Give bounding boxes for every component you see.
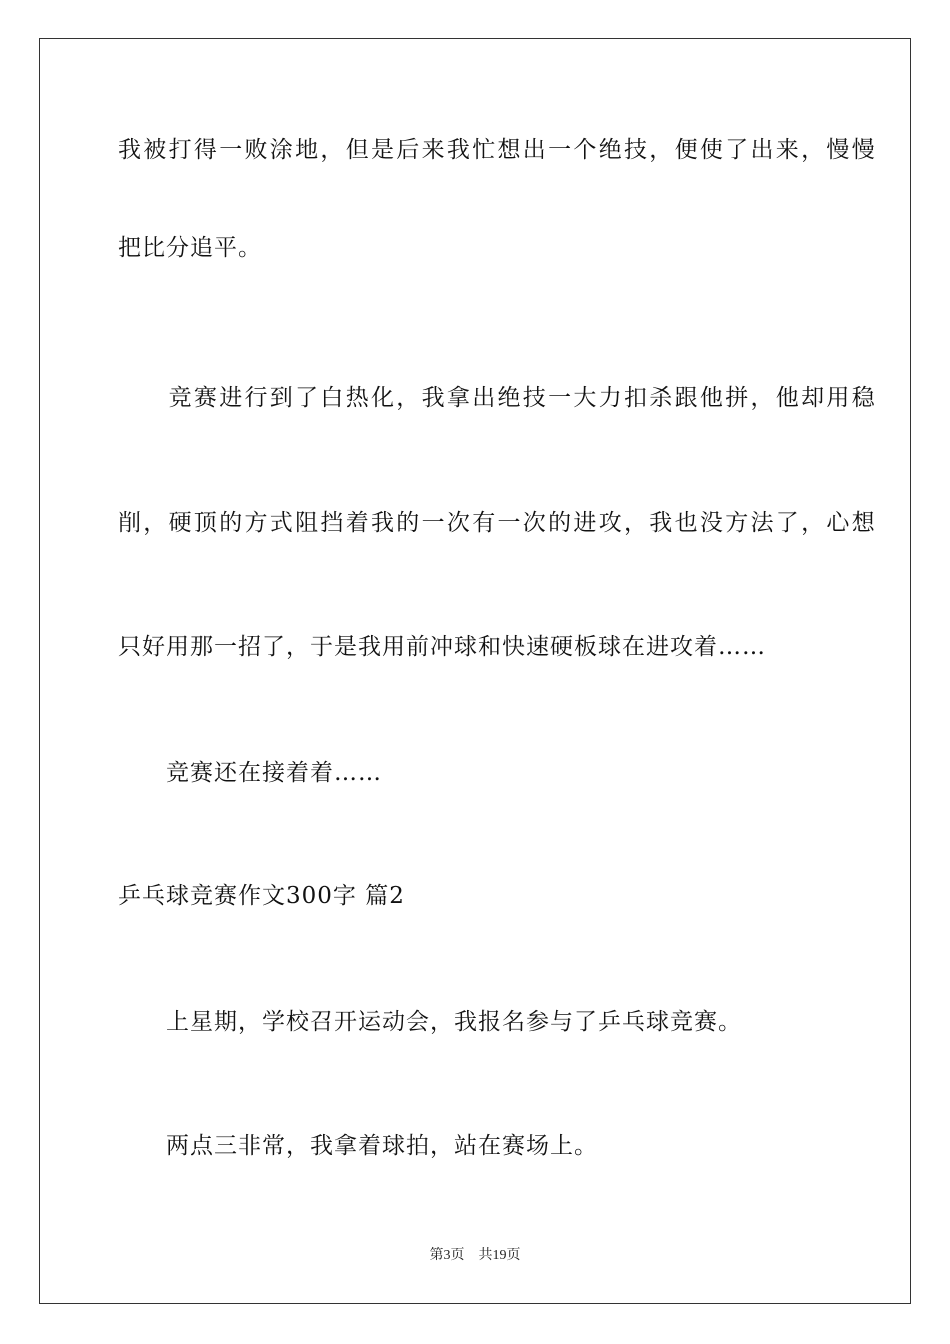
paragraph-line: 我被打得一败涂地，但是后来我忙想出一个绝技，便使了出来，慢慢 <box>118 137 877 163</box>
page-border <box>39 38 911 1304</box>
section-heading: 乒乓球竞赛作文300字 篇2 <box>118 883 405 909</box>
paragraph-line: 竞赛还在接着着…… <box>118 760 382 786</box>
page-total: 共19页 <box>478 1248 521 1263</box>
page-footer <box>0 1246 950 1266</box>
paragraph-line: 削，硬顶的方式阻挡着我的一次有一次的进攻，我也没方法了，心想 <box>118 510 877 536</box>
paragraph-line: 上星期，学校召开运动会，我报名参与了乒乓球竞赛。 <box>118 1009 742 1035</box>
page-number: 第3页 <box>429 1248 465 1263</box>
paragraph-line: 竞赛进行到了白热化，我拿出绝技一大力扣杀跟他拼，他却用稳 <box>118 385 877 411</box>
paragraph-line: 只好用那一招了，于是我用前冲球和快速硬板球在进攻着…… <box>118 634 766 660</box>
paragraph-line: 把比分追平。 <box>118 235 262 261</box>
paragraph-line: 两点三非常，我拿着球拍，站在赛场上。 <box>118 1133 598 1159</box>
